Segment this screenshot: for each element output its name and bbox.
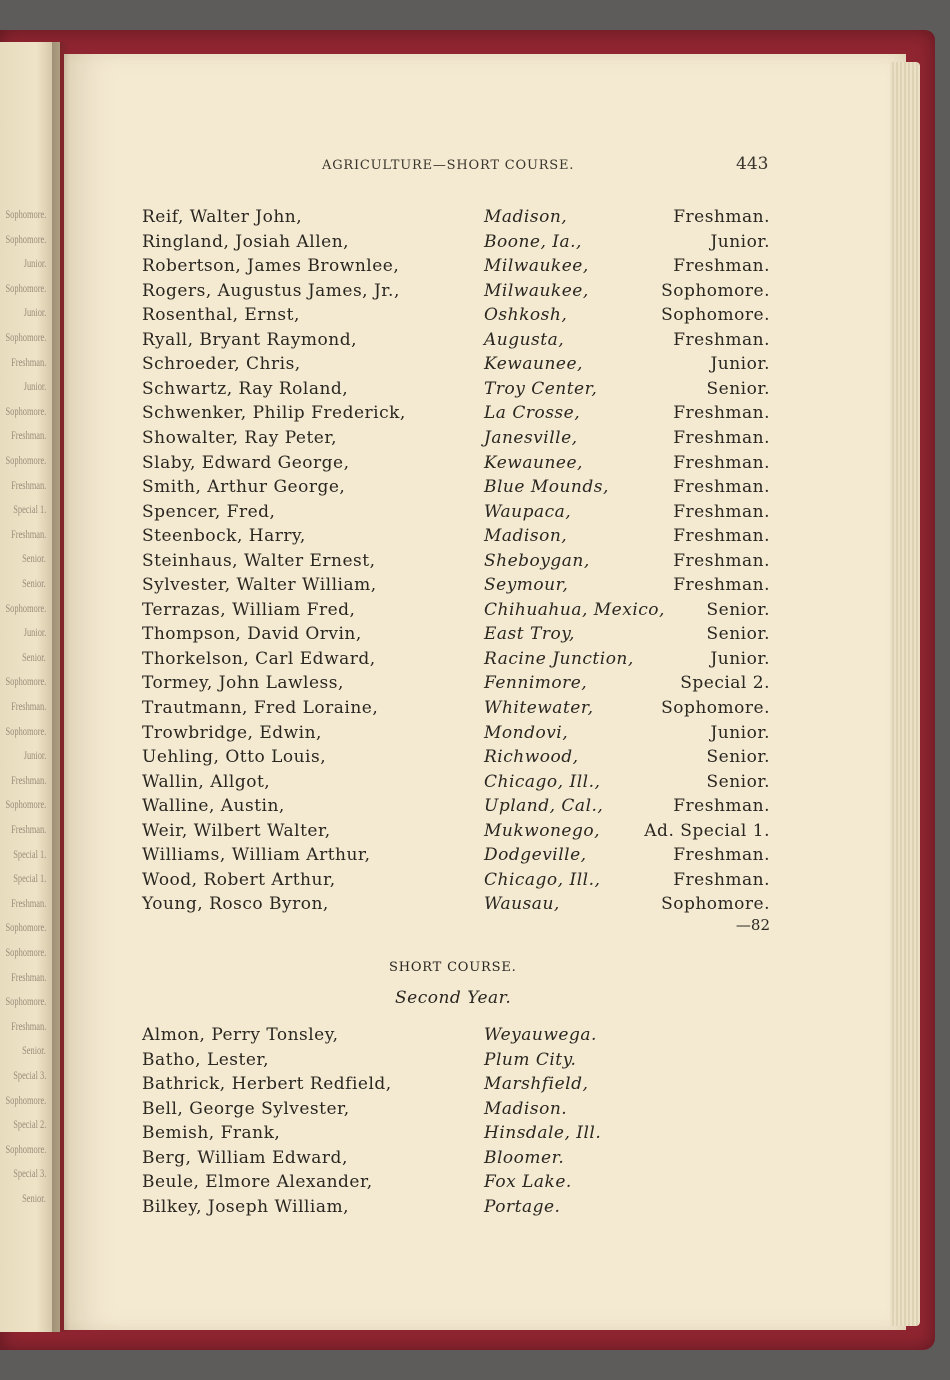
- left-page-text: Sophomore.: [5, 994, 46, 1009]
- student-class: Freshman.: [673, 550, 770, 571]
- student-name: Almon, Perry Tonsley,: [142, 1025, 339, 1045]
- left-page-text: Sophomore.: [5, 723, 46, 738]
- left-page-text: Special 2.: [12, 1117, 46, 1132]
- student-row: [0, 770, 950, 794]
- short-course-row: [0, 1146, 950, 1170]
- short-course-row: [0, 1170, 950, 1194]
- student-hometown: Boone, Ia.,: [484, 231, 582, 252]
- left-page-text: Junior.: [23, 748, 46, 763]
- student-hometown: Mukwonego,: [484, 820, 600, 841]
- student-name: Rogers, Augustus James, Jr.,: [142, 280, 400, 301]
- student-hometown: Troy Center,: [484, 378, 598, 399]
- left-page-text: Senior.: [22, 576, 46, 590]
- student-name: Young, Rosco Byron,: [142, 894, 329, 915]
- left-page-text: Sophomore.: [5, 920, 46, 935]
- left-page-text: Special 3.: [12, 1166, 46, 1181]
- student-name: Spencer, Fred,: [142, 501, 276, 522]
- student-class: Freshman.: [673, 329, 770, 350]
- student-hometown: Seymour,: [484, 575, 569, 596]
- short-course-row: [0, 1023, 950, 1047]
- student-name: Beule, Elmore Alexander,: [142, 1172, 373, 1192]
- student-name: Schroeder, Chris,: [142, 354, 301, 375]
- student-name: Thompson, David Orvin,: [142, 624, 362, 645]
- student-row: [0, 303, 950, 327]
- left-page-text: Freshman.: [10, 1018, 46, 1033]
- student-hometown: Madison,: [484, 526, 568, 547]
- left-page-text: Sophomore.: [5, 945, 46, 959]
- student-class: Freshman.: [673, 452, 770, 473]
- student-row: [0, 328, 950, 352]
- student-class: Freshman.: [673, 869, 770, 890]
- left-page-text: Sophomore.: [5, 453, 46, 467]
- student-class: Senior.: [706, 747, 770, 768]
- student-row: [0, 868, 950, 892]
- student-name: Thorkelson, Carl Edward,: [142, 648, 376, 669]
- left-page-text: Special 1.: [12, 846, 46, 861]
- left-page-text: Sophomore.: [5, 231, 46, 246]
- student-hometown: Chihuahua, Mexico,: [484, 599, 665, 620]
- student-row: [0, 671, 950, 695]
- student-name: Smith, Arthur George,: [142, 477, 346, 498]
- running-header: AGRICULTURE—SHORT COURSE.: [322, 158, 575, 173]
- short-course-row: [0, 1121, 950, 1145]
- left-page-text: Freshman.: [10, 969, 46, 984]
- left-page-text: Junior.: [23, 625, 46, 640]
- student-row: [0, 352, 950, 376]
- student-class: Sophomore.: [661, 698, 770, 718]
- student-hometown: Racine Junction,: [484, 648, 634, 669]
- student-name: Sylvester, Walter William,: [142, 575, 377, 596]
- student-name: Bilkey, Joseph William,: [142, 1196, 350, 1217]
- student-hometown: Milwaukee,: [484, 256, 589, 277]
- student-hometown: Upland, Cal.,: [484, 796, 604, 817]
- student-row: [0, 819, 950, 843]
- left-page-text: Freshman.: [10, 477, 46, 492]
- left-page-text: Freshman.: [10, 895, 46, 910]
- student-hometown: Madison.: [484, 1098, 568, 1119]
- student-hometown: Wausau,: [484, 894, 560, 915]
- left-page-text: Sophomore.: [5, 207, 46, 221]
- left-page-text: Sophomore.: [5, 1092, 46, 1107]
- student-class: Freshman.: [673, 501, 770, 522]
- left-page-text: Senior.: [22, 551, 46, 566]
- student-row: [0, 745, 950, 769]
- total-count: —82: [735, 916, 770, 934]
- student-row: [0, 377, 950, 401]
- left-page-text: Freshman.: [10, 526, 46, 541]
- student-name: Wallin, Allgot,: [142, 771, 271, 792]
- student-name: Walline, Austin,: [142, 796, 285, 817]
- student-hometown: Plum City.: [484, 1049, 577, 1070]
- student-row: [0, 794, 950, 818]
- section-subheading: Second Year.: [395, 988, 512, 1008]
- student-row: [0, 549, 950, 573]
- student-hometown: Fox Lake.: [484, 1172, 572, 1192]
- student-row: [0, 254, 950, 278]
- student-hometown: East Troy,: [484, 624, 575, 645]
- student-name: Slaby, Edward George,: [142, 452, 350, 473]
- student-row: [0, 475, 950, 499]
- student-class: Freshman.: [673, 575, 770, 596]
- short-course-row: [0, 1048, 950, 1072]
- student-name: Weir, Wilbert Walter,: [142, 820, 331, 841]
- student-row: [0, 279, 950, 303]
- student-class: Freshman.: [673, 427, 770, 448]
- student-name: Steenbock, Harry,: [142, 526, 306, 547]
- student-hometown: Portage.: [484, 1196, 561, 1217]
- student-class: Freshman.: [673, 256, 770, 277]
- short-course-row: [0, 1072, 950, 1096]
- student-class: Freshman.: [673, 403, 770, 424]
- student-class: Freshman.: [673, 207, 770, 227]
- student-hometown: Marshfield,: [484, 1074, 589, 1094]
- student-hometown: Hinsdale, Ill.: [484, 1123, 602, 1143]
- student-name: Williams, William Arthur,: [142, 845, 371, 866]
- student-name: Showalter, Ray Peter,: [142, 427, 338, 448]
- student-hometown: Bloomer.: [484, 1147, 565, 1168]
- student-class: Senior.: [706, 771, 770, 792]
- left-page-text: Junior.: [23, 379, 46, 394]
- left-page-text: Junior.: [23, 256, 46, 271]
- student-hometown: Chicago, Ill.,: [484, 771, 601, 792]
- student-name: Terrazas, William Fred,: [142, 599, 356, 620]
- student-row: [0, 573, 950, 597]
- student-hometown: Blue Mounds,: [484, 477, 609, 498]
- student-class: Junior.: [710, 722, 770, 743]
- student-row: [0, 451, 950, 475]
- section-heading: SHORT COURSE.: [389, 960, 517, 975]
- left-page-text: Freshman.: [10, 822, 46, 836]
- student-class: Special 2.: [680, 673, 770, 694]
- student-hometown: Kewaunee,: [484, 354, 583, 375]
- student-class: Freshman.: [673, 845, 770, 866]
- left-page-text: Sophomore.: [5, 674, 46, 689]
- student-hometown: Chicago, Ill.,: [484, 869, 601, 890]
- student-hometown: Madison,: [484, 207, 568, 227]
- left-page-text: Sophomore.: [5, 600, 46, 615]
- student-row: [0, 500, 950, 524]
- student-row: [0, 426, 950, 450]
- student-name: Schwenker, Philip Frederick,: [142, 403, 406, 424]
- student-hometown: Whitewater,: [484, 698, 594, 718]
- left-page-text: Special 3.: [12, 1068, 46, 1082]
- student-class: Freshman.: [673, 477, 770, 498]
- student-row: [0, 721, 950, 745]
- student-class: Junior.: [710, 231, 770, 252]
- student-class: Sophomore.: [661, 305, 770, 326]
- student-hometown: Sheboygan,: [484, 550, 590, 571]
- left-page-text: Sophomore.: [5, 280, 46, 295]
- left-page-text: Senior.: [22, 1191, 46, 1205]
- student-name: Steinhaus, Walter Ernest,: [142, 550, 376, 571]
- student-name: Ryall, Bryant Raymond,: [142, 329, 357, 350]
- student-class: Senior.: [706, 599, 770, 620]
- student-hometown: Kewaunee,: [484, 452, 583, 473]
- student-class: Sophomore.: [661, 280, 770, 301]
- student-hometown: Janesville,: [484, 427, 578, 448]
- student-row: [0, 205, 950, 229]
- student-hometown: Richwood,: [484, 747, 579, 768]
- left-page-text: Sophomore.: [5, 403, 46, 418]
- student-name: Bemish, Frank,: [142, 1123, 281, 1143]
- student-name: Rosenthal, Ernst,: [142, 305, 300, 326]
- student-row: [0, 892, 950, 916]
- student-class: Junior.: [710, 648, 770, 669]
- short-course-row: [0, 1097, 950, 1121]
- student-name: Reif, Walter John,: [142, 207, 303, 227]
- left-page-text: Sophomore.: [5, 1141, 46, 1156]
- page-number: 443: [736, 154, 769, 174]
- student-row: [0, 401, 950, 425]
- student-class: Ad. Special 1.: [644, 820, 770, 841]
- student-name: Berg, William Edward,: [142, 1147, 348, 1168]
- student-name: Schwartz, Ray Roland,: [142, 378, 349, 399]
- student-hometown: Dodgeville,: [484, 845, 587, 866]
- student-class: Senior.: [706, 624, 770, 645]
- student-class: Freshman.: [673, 526, 770, 547]
- left-page-text: Senior.: [22, 649, 46, 664]
- student-row: [0, 696, 950, 720]
- student-class: Senior.: [706, 378, 770, 399]
- student-hometown: Augusta,: [484, 329, 565, 350]
- student-name: Bathrick, Herbert Redfield,: [142, 1074, 392, 1094]
- left-page-text: Sophomore.: [5, 797, 46, 812]
- student-row: [0, 622, 950, 646]
- left-page-text: Freshman.: [10, 772, 46, 787]
- left-page-text: Senior.: [22, 1043, 46, 1058]
- student-row: [0, 524, 950, 548]
- student-name: Bell, George Sylvester,: [142, 1098, 350, 1119]
- student-name: Trowbridge, Edwin,: [142, 722, 322, 743]
- student-hometown: Mondovi,: [484, 722, 569, 743]
- student-name: Wood, Robert Arthur,: [142, 869, 336, 890]
- short-course-row: [0, 1195, 950, 1219]
- left-page-text: Special 1.: [12, 502, 46, 517]
- student-hometown: Milwaukee,: [484, 280, 589, 301]
- student-name: Batho, Lester,: [142, 1049, 270, 1070]
- student-hometown: Weyauwega.: [484, 1025, 597, 1045]
- student-name: Ringland, Josiah Allen,: [142, 231, 350, 252]
- student-name: Tormey, John Lawless,: [142, 673, 344, 694]
- student-row: [0, 230, 950, 254]
- student-row: [0, 598, 950, 622]
- left-page-text: Sophomore.: [5, 330, 46, 344]
- student-class: Junior.: [710, 354, 770, 375]
- student-class: Freshman.: [673, 796, 770, 817]
- student-name: Trautmann, Fred Loraine,: [142, 698, 379, 718]
- left-page-text: Special 1.: [12, 871, 46, 886]
- left-page-text: Freshman.: [10, 428, 46, 443]
- student-row: [0, 647, 950, 671]
- student-name: Uehling, Otto Louis,: [142, 747, 327, 768]
- student-class: Sophomore.: [661, 894, 770, 915]
- student-hometown: Fennimore,: [484, 673, 588, 694]
- student-hometown: Oshkosh,: [484, 305, 568, 326]
- student-name: Robertson, James Brownlee,: [142, 256, 400, 277]
- left-page-text: Freshman.: [10, 354, 46, 369]
- left-page-text: Junior.: [23, 305, 46, 320]
- student-hometown: Waupaca,: [484, 501, 572, 522]
- student-hometown: La Crosse,: [484, 403, 581, 424]
- student-row: [0, 843, 950, 867]
- left-page-text: Freshman.: [10, 699, 46, 713]
